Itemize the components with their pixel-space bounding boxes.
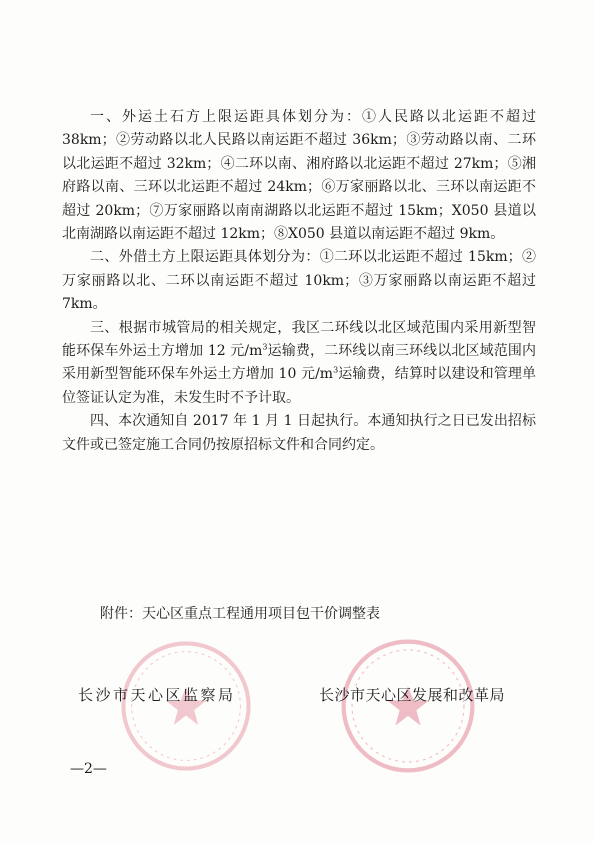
official-seal-right — [338, 636, 478, 776]
signature-supervision-bureau: 长沙市天心区监察局 — [78, 686, 236, 704]
paragraph-2: 二、外借土方上限运距具体划分为：①二环以北运距不超过 15km；②万家丽路以北、二环以南运距不超过 10km；③万家丽路以南运距不超过 7km。 — [62, 249, 536, 313]
paragraph-4: 四、本次通知自 2017 年 1 月 1 日起执行。本通知执行之日已发出招标文件或已签定施工合同仍按原招标文件和合同约定。 — [62, 413, 536, 453]
paragraph-3-part-2: 运输费，二环线以南三环线以北区域范围内采用新型智能环保车外运土方增加 10 元/m — [62, 343, 537, 383]
page-number: —2— — [70, 761, 107, 777]
signature-development-reform-bureau: 长沙市天心区发展和改革局 — [319, 686, 506, 704]
paragraph-3-part-3: 运输费，结算时以建设和管理单位签证认定为准，未发生时不予计取。 — [62, 366, 536, 406]
paragraph-3 — [62, 317, 536, 411]
official-seal-left — [118, 638, 254, 774]
superscript-3: 3 — [333, 365, 339, 375]
paragraph-3-part-1: 三、根据市城管局的相关规定，我区二环线以北区域范围内采用新型智能环保车外运土方增加 12 元/m — [62, 319, 536, 360]
body-text — [62, 106, 536, 457]
attachment-line: 附件：天心区重点工程通用项目包干价调整表 — [100, 606, 380, 622]
superscript-3: 3 — [262, 342, 268, 352]
paragraph-1: 一、外运土石方上限运距具体划分为：①人民路以北运距不超过 38km；②劳动路以北人民路以南运距不超过 36km；③劳动路以南、二环以北运距不超过 32km；④二环以南、湘府路以北运距不超过 27km；⑤湘府路以南、三环以北运距不超过 24km；⑥万家丽路以北、三环以南运距不超过 20km；⑦万家丽路以南南湖路以北运距不超过 15km；X050 县道以北南湖路以南运距不超过 12km；⑧X050 县道以南运距不超过 9km。 — [62, 109, 536, 243]
